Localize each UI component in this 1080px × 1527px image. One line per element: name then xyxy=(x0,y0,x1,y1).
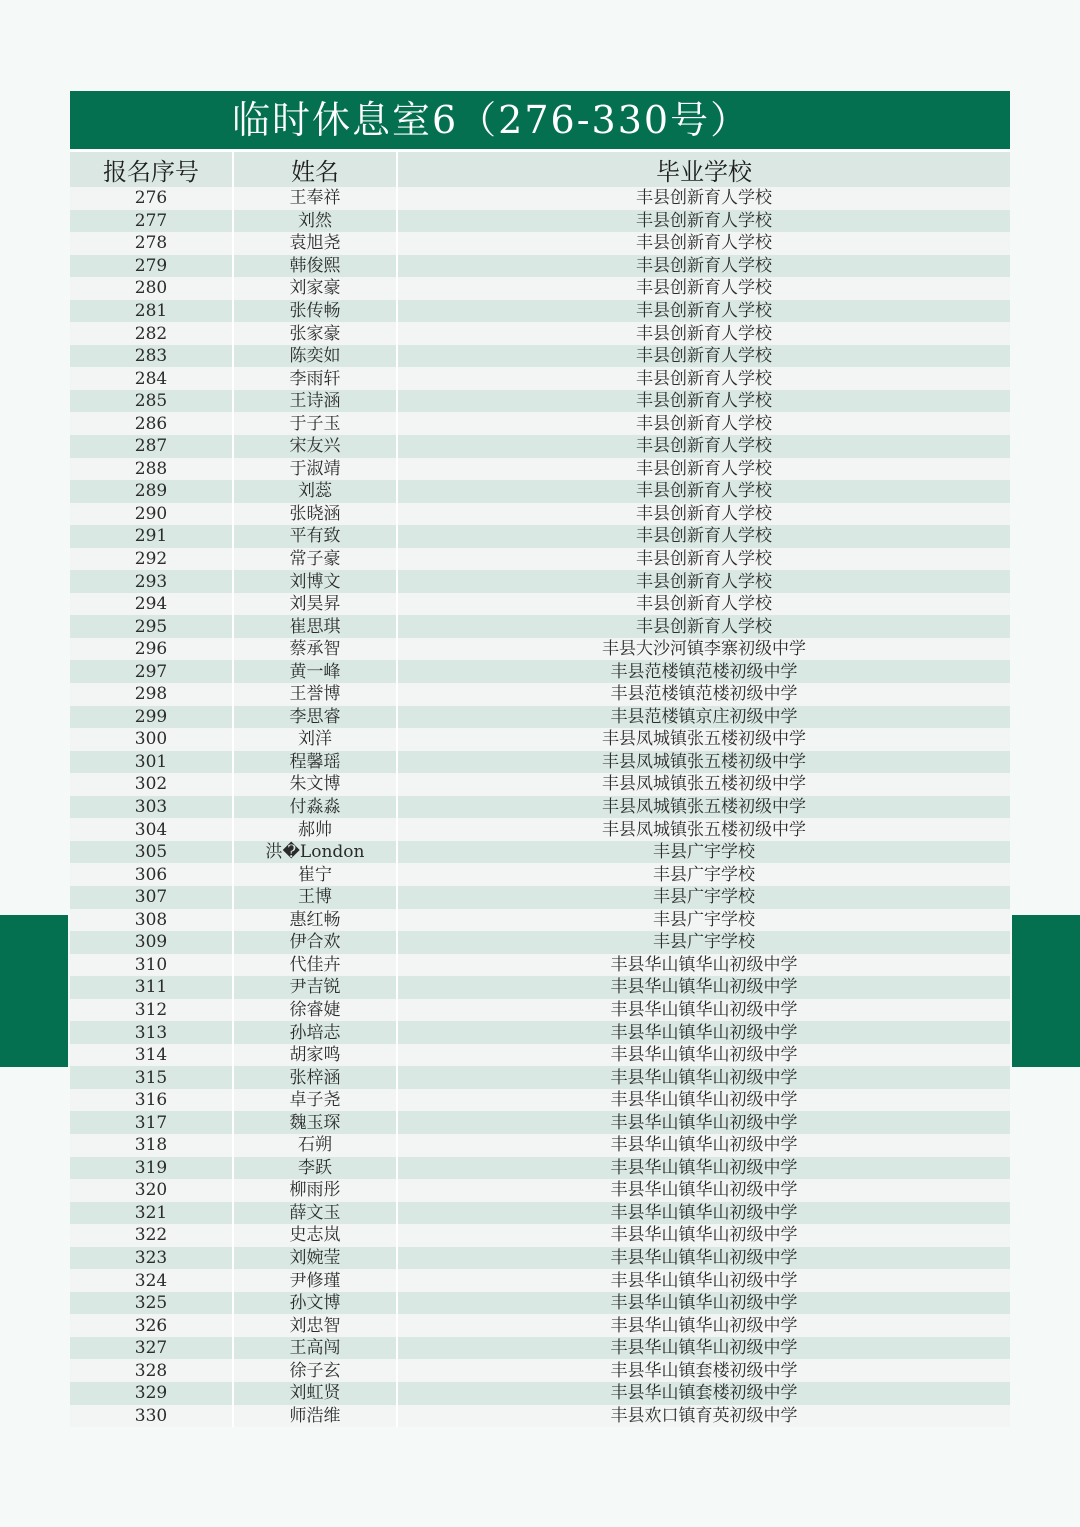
cell-seq: 301 xyxy=(70,751,233,774)
cell-school: 丰县欢口镇育英初级中学 xyxy=(397,1405,1010,1428)
table-row xyxy=(70,255,1010,278)
cell-school: 丰县创新育人学校 xyxy=(397,232,1010,255)
cell-seq: 296 xyxy=(70,638,233,661)
cell-name: 张梓涵 xyxy=(233,1066,397,1089)
table-row xyxy=(70,480,1010,503)
cell-name: 刘家豪 xyxy=(233,277,397,300)
table-row xyxy=(70,976,1010,999)
table-row xyxy=(70,751,1010,774)
cell-seq: 305 xyxy=(70,841,233,864)
cell-seq: 293 xyxy=(70,570,233,593)
table-row xyxy=(70,683,1010,706)
cell-name: 李雨轩 xyxy=(233,367,397,390)
table-row xyxy=(70,931,1010,954)
cell-school: 丰县华山镇华山初级中学 xyxy=(397,1021,1010,1044)
table-row xyxy=(70,435,1010,458)
cell-school: 丰县广宇学校 xyxy=(397,863,1010,886)
table-row xyxy=(70,773,1010,796)
cell-seq: 285 xyxy=(70,390,233,413)
cell-seq: 323 xyxy=(70,1247,233,1270)
cell-name: 王高闯 xyxy=(233,1337,397,1360)
table-row xyxy=(70,863,1010,886)
cell-name: 刘虹贤 xyxy=(233,1382,397,1405)
cell-name: 宋友兴 xyxy=(233,435,397,458)
cell-name: 程馨瑶 xyxy=(233,751,397,774)
cell-seq: 307 xyxy=(70,886,233,909)
cell-seq: 286 xyxy=(70,412,233,435)
cell-school: 丰县华山镇华山初级中学 xyxy=(397,1066,1010,1089)
cell-seq: 291 xyxy=(70,525,233,548)
cell-school: 丰县华山镇华山初级中学 xyxy=(397,1134,1010,1157)
cell-school: 丰县创新育人学校 xyxy=(397,593,1010,616)
cell-seq: 317 xyxy=(70,1111,233,1134)
cell-seq: 277 xyxy=(70,210,233,233)
cell-name: 伊合欢 xyxy=(233,931,397,954)
cell-seq: 279 xyxy=(70,255,233,278)
cell-name: 付淼淼 xyxy=(233,796,397,819)
header-name: 姓名 xyxy=(233,152,397,187)
cell-school: 丰县广宇学校 xyxy=(397,841,1010,864)
table-row xyxy=(70,706,1010,729)
cell-name: 魏玉琛 xyxy=(233,1111,397,1134)
cell-seq: 314 xyxy=(70,1044,233,1067)
table-row xyxy=(70,390,1010,413)
cell-school: 丰县创新育人学校 xyxy=(397,480,1010,503)
table-row xyxy=(70,525,1010,548)
table-row xyxy=(70,999,1010,1022)
table-row xyxy=(70,886,1010,909)
cell-seq: 297 xyxy=(70,660,233,683)
cell-school: 丰县华山镇套楼初级中学 xyxy=(397,1359,1010,1382)
cell-school: 丰县凤城镇张五楼初级中学 xyxy=(397,751,1010,774)
cell-school: 丰县创新育人学校 xyxy=(397,345,1010,368)
cell-school: 丰县创新育人学校 xyxy=(397,615,1010,638)
cell-school: 丰县凤城镇张五楼初级中学 xyxy=(397,818,1010,841)
cell-school: 丰县凤城镇张五楼初级中学 xyxy=(397,773,1010,796)
cell-school: 丰县华山镇华山初级中学 xyxy=(397,1179,1010,1202)
cell-school: 丰县华山镇套楼初级中学 xyxy=(397,1382,1010,1405)
table-row xyxy=(70,1269,1010,1292)
cell-school: 丰县创新育人学校 xyxy=(397,548,1010,571)
cell-seq: 295 xyxy=(70,615,233,638)
cell-name: 刘蕊 xyxy=(233,480,397,503)
cell-name: 王博 xyxy=(233,886,397,909)
table-row xyxy=(70,1111,1010,1134)
cell-seq: 313 xyxy=(70,1021,233,1044)
table-row xyxy=(70,548,1010,571)
cell-name: 于淑靖 xyxy=(233,458,397,481)
cell-seq: 299 xyxy=(70,706,233,729)
cell-name: 刘婉莹 xyxy=(233,1247,397,1270)
cell-school: 丰县创新育人学校 xyxy=(397,390,1010,413)
table-row xyxy=(70,1382,1010,1405)
table-row xyxy=(70,841,1010,864)
cell-name: 崔思琪 xyxy=(233,615,397,638)
cell-seq: 321 xyxy=(70,1202,233,1225)
cell-name: 刘博文 xyxy=(233,570,397,593)
cell-school: 丰县创新育人学校 xyxy=(397,210,1010,233)
cell-name: 张晓涵 xyxy=(233,503,397,526)
table-row xyxy=(70,322,1010,345)
cell-seq: 278 xyxy=(70,232,233,255)
cell-name: 刘然 xyxy=(233,210,397,233)
cell-seq: 289 xyxy=(70,480,233,503)
cell-school: 丰县创新育人学校 xyxy=(397,458,1010,481)
table-row xyxy=(70,593,1010,616)
cell-seq: 290 xyxy=(70,503,233,526)
table-row xyxy=(70,1292,1010,1315)
cell-school: 丰县华山镇华山初级中学 xyxy=(397,1089,1010,1112)
cell-seq: 304 xyxy=(70,818,233,841)
cell-seq: 308 xyxy=(70,909,233,932)
cell-seq: 300 xyxy=(70,728,233,751)
cell-seq: 298 xyxy=(70,683,233,706)
cell-school: 丰县华山镇华山初级中学 xyxy=(397,1111,1010,1134)
cell-name: 师浩维 xyxy=(233,1405,397,1428)
cell-school: 丰县广宇学校 xyxy=(397,886,1010,909)
cell-name: 王诗涵 xyxy=(233,390,397,413)
cell-name: 胡家鸣 xyxy=(233,1044,397,1067)
cell-school: 丰县创新育人学校 xyxy=(397,322,1010,345)
table-row xyxy=(70,277,1010,300)
cell-seq: 276 xyxy=(70,187,233,210)
table-row xyxy=(70,503,1010,526)
cell-seq: 294 xyxy=(70,593,233,616)
cell-name: 薛文玉 xyxy=(233,1202,397,1225)
cell-seq: 328 xyxy=(70,1359,233,1382)
left-side-tab xyxy=(0,915,68,1067)
cell-school: 丰县华山镇华山初级中学 xyxy=(397,976,1010,999)
cell-school: 丰县华山镇华山初级中学 xyxy=(397,1292,1010,1315)
cell-name: 代佳卉 xyxy=(233,954,397,977)
cell-school: 丰县创新育人学校 xyxy=(397,503,1010,526)
cell-seq: 329 xyxy=(70,1382,233,1405)
cell-name: 常子豪 xyxy=(233,548,397,571)
cell-seq: 306 xyxy=(70,863,233,886)
cell-name: 袁旭尧 xyxy=(233,232,397,255)
cell-school: 丰县凤城镇张五楼初级中学 xyxy=(397,796,1010,819)
table-row xyxy=(70,1089,1010,1112)
cell-school: 丰县创新育人学校 xyxy=(397,367,1010,390)
cell-seq: 322 xyxy=(70,1224,233,1247)
table-row xyxy=(70,458,1010,481)
cell-name: 史志岚 xyxy=(233,1224,397,1247)
table-row xyxy=(70,570,1010,593)
cell-name: 李跃 xyxy=(233,1157,397,1180)
cell-seq: 292 xyxy=(70,548,233,571)
cell-seq: 282 xyxy=(70,322,233,345)
table-row xyxy=(70,367,1010,390)
cell-name: 蔡承智 xyxy=(233,638,397,661)
cell-school: 丰县范楼镇京庄初级中学 xyxy=(397,706,1010,729)
cell-seq: 318 xyxy=(70,1134,233,1157)
cell-name: 崔宁 xyxy=(233,863,397,886)
cell-seq: 315 xyxy=(70,1066,233,1089)
cell-name: 徐睿婕 xyxy=(233,999,397,1022)
table-row xyxy=(70,728,1010,751)
cell-name: 刘洋 xyxy=(233,728,397,751)
table-row xyxy=(70,412,1010,435)
cell-school: 丰县华山镇华山初级中学 xyxy=(397,1247,1010,1270)
cell-name: 洪�London xyxy=(233,841,397,864)
cell-school: 丰县广宇学校 xyxy=(397,909,1010,932)
table-row xyxy=(70,300,1010,323)
cell-seq: 303 xyxy=(70,796,233,819)
cell-seq: 309 xyxy=(70,931,233,954)
cell-school: 丰县华山镇华山初级中学 xyxy=(397,1157,1010,1180)
table-row xyxy=(70,1202,1010,1225)
right-side-tab xyxy=(1012,915,1080,1067)
cell-seq: 324 xyxy=(70,1269,233,1292)
cell-name: 张家豪 xyxy=(233,322,397,345)
roster-table xyxy=(70,152,1010,1427)
cell-seq: 280 xyxy=(70,277,233,300)
table-row xyxy=(70,1044,1010,1067)
cell-name: 韩俊熙 xyxy=(233,255,397,278)
cell-seq: 319 xyxy=(70,1157,233,1180)
cell-school: 丰县创新育人学校 xyxy=(397,412,1010,435)
cell-seq: 281 xyxy=(70,300,233,323)
page-title: 临时休息室6（276-330号） xyxy=(70,91,1010,149)
table-row xyxy=(70,1224,1010,1247)
cell-school: 丰县华山镇华山初级中学 xyxy=(397,1224,1010,1247)
cell-seq: 283 xyxy=(70,345,233,368)
roster-sheet xyxy=(70,91,1010,1427)
table-row xyxy=(70,232,1010,255)
cell-school: 丰县创新育人学校 xyxy=(397,525,1010,548)
cell-school: 丰县华山镇华山初级中学 xyxy=(397,1202,1010,1225)
cell-school: 丰县凤城镇张五楼初级中学 xyxy=(397,728,1010,751)
cell-school: 丰县范楼镇范楼初级中学 xyxy=(397,683,1010,706)
cell-seq: 288 xyxy=(70,458,233,481)
table-row xyxy=(70,1405,1010,1428)
cell-seq: 310 xyxy=(70,954,233,977)
cell-name: 卓子尧 xyxy=(233,1089,397,1112)
cell-name: 尹吉锐 xyxy=(233,976,397,999)
header-seq: 报名序号 xyxy=(70,152,233,187)
table-row xyxy=(70,1179,1010,1202)
cell-name: 朱文博 xyxy=(233,773,397,796)
table-row xyxy=(70,1247,1010,1270)
table-row xyxy=(70,1021,1010,1044)
cell-name: 王奉祥 xyxy=(233,187,397,210)
cell-seq: 311 xyxy=(70,976,233,999)
cell-name: 刘忠智 xyxy=(233,1314,397,1337)
cell-school: 丰县创新育人学校 xyxy=(397,277,1010,300)
table-row xyxy=(70,638,1010,661)
cell-name: 石朔 xyxy=(233,1134,397,1157)
cell-name: 徐子玄 xyxy=(233,1359,397,1382)
cell-name: 张传畅 xyxy=(233,300,397,323)
cell-seq: 284 xyxy=(70,367,233,390)
cell-seq: 327 xyxy=(70,1337,233,1360)
cell-name: 尹修瑾 xyxy=(233,1269,397,1292)
table-row xyxy=(70,954,1010,977)
cell-school: 丰县大沙河镇李寨初级中学 xyxy=(397,638,1010,661)
cell-seq: 316 xyxy=(70,1089,233,1112)
table-row xyxy=(70,1314,1010,1337)
cell-seq: 325 xyxy=(70,1292,233,1315)
cell-name: 王誉博 xyxy=(233,683,397,706)
cell-name: 陈奕如 xyxy=(233,345,397,368)
cell-seq: 320 xyxy=(70,1179,233,1202)
cell-school: 丰县创新育人学校 xyxy=(397,187,1010,210)
cell-school: 丰县创新育人学校 xyxy=(397,255,1010,278)
table-row xyxy=(70,1157,1010,1180)
table-row xyxy=(70,818,1010,841)
table-row xyxy=(70,1134,1010,1157)
cell-school: 丰县创新育人学校 xyxy=(397,570,1010,593)
cell-school: 丰县广宇学校 xyxy=(397,931,1010,954)
cell-school: 丰县华山镇华山初级中学 xyxy=(397,1314,1010,1337)
cell-seq: 312 xyxy=(70,999,233,1022)
cell-seq: 302 xyxy=(70,773,233,796)
table-row xyxy=(70,660,1010,683)
cell-name: 孙培志 xyxy=(233,1021,397,1044)
cell-seq: 287 xyxy=(70,435,233,458)
cell-name: 刘昊昇 xyxy=(233,593,397,616)
table-row xyxy=(70,187,1010,210)
table-row xyxy=(70,210,1010,233)
table-row xyxy=(70,345,1010,368)
cell-name: 孙文博 xyxy=(233,1292,397,1315)
table-row xyxy=(70,1337,1010,1360)
cell-school: 丰县华山镇华山初级中学 xyxy=(397,954,1010,977)
cell-school: 丰县华山镇华山初级中学 xyxy=(397,1337,1010,1360)
cell-school: 丰县华山镇华山初级中学 xyxy=(397,999,1010,1022)
cell-name: 郝帅 xyxy=(233,818,397,841)
cell-name: 于子玉 xyxy=(233,412,397,435)
cell-school: 丰县创新育人学校 xyxy=(397,435,1010,458)
cell-name: 惠红畅 xyxy=(233,909,397,932)
header-row xyxy=(70,152,1010,187)
cell-school: 丰县创新育人学校 xyxy=(397,300,1010,323)
roster-body xyxy=(70,187,1010,1427)
cell-name: 柳雨彤 xyxy=(233,1179,397,1202)
cell-name: 黄一峰 xyxy=(233,660,397,683)
table-row xyxy=(70,1359,1010,1382)
table-row xyxy=(70,1066,1010,1089)
cell-school: 丰县华山镇华山初级中学 xyxy=(397,1269,1010,1292)
table-row xyxy=(70,796,1010,819)
table-row xyxy=(70,615,1010,638)
cell-school: 丰县范楼镇范楼初级中学 xyxy=(397,660,1010,683)
cell-school: 丰县华山镇华山初级中学 xyxy=(397,1044,1010,1067)
cell-name: 平有致 xyxy=(233,525,397,548)
table-row xyxy=(70,909,1010,932)
cell-name: 李思睿 xyxy=(233,706,397,729)
header-school: 毕业学校 xyxy=(397,152,1010,187)
cell-seq: 326 xyxy=(70,1314,233,1337)
cell-seq: 330 xyxy=(70,1405,233,1428)
